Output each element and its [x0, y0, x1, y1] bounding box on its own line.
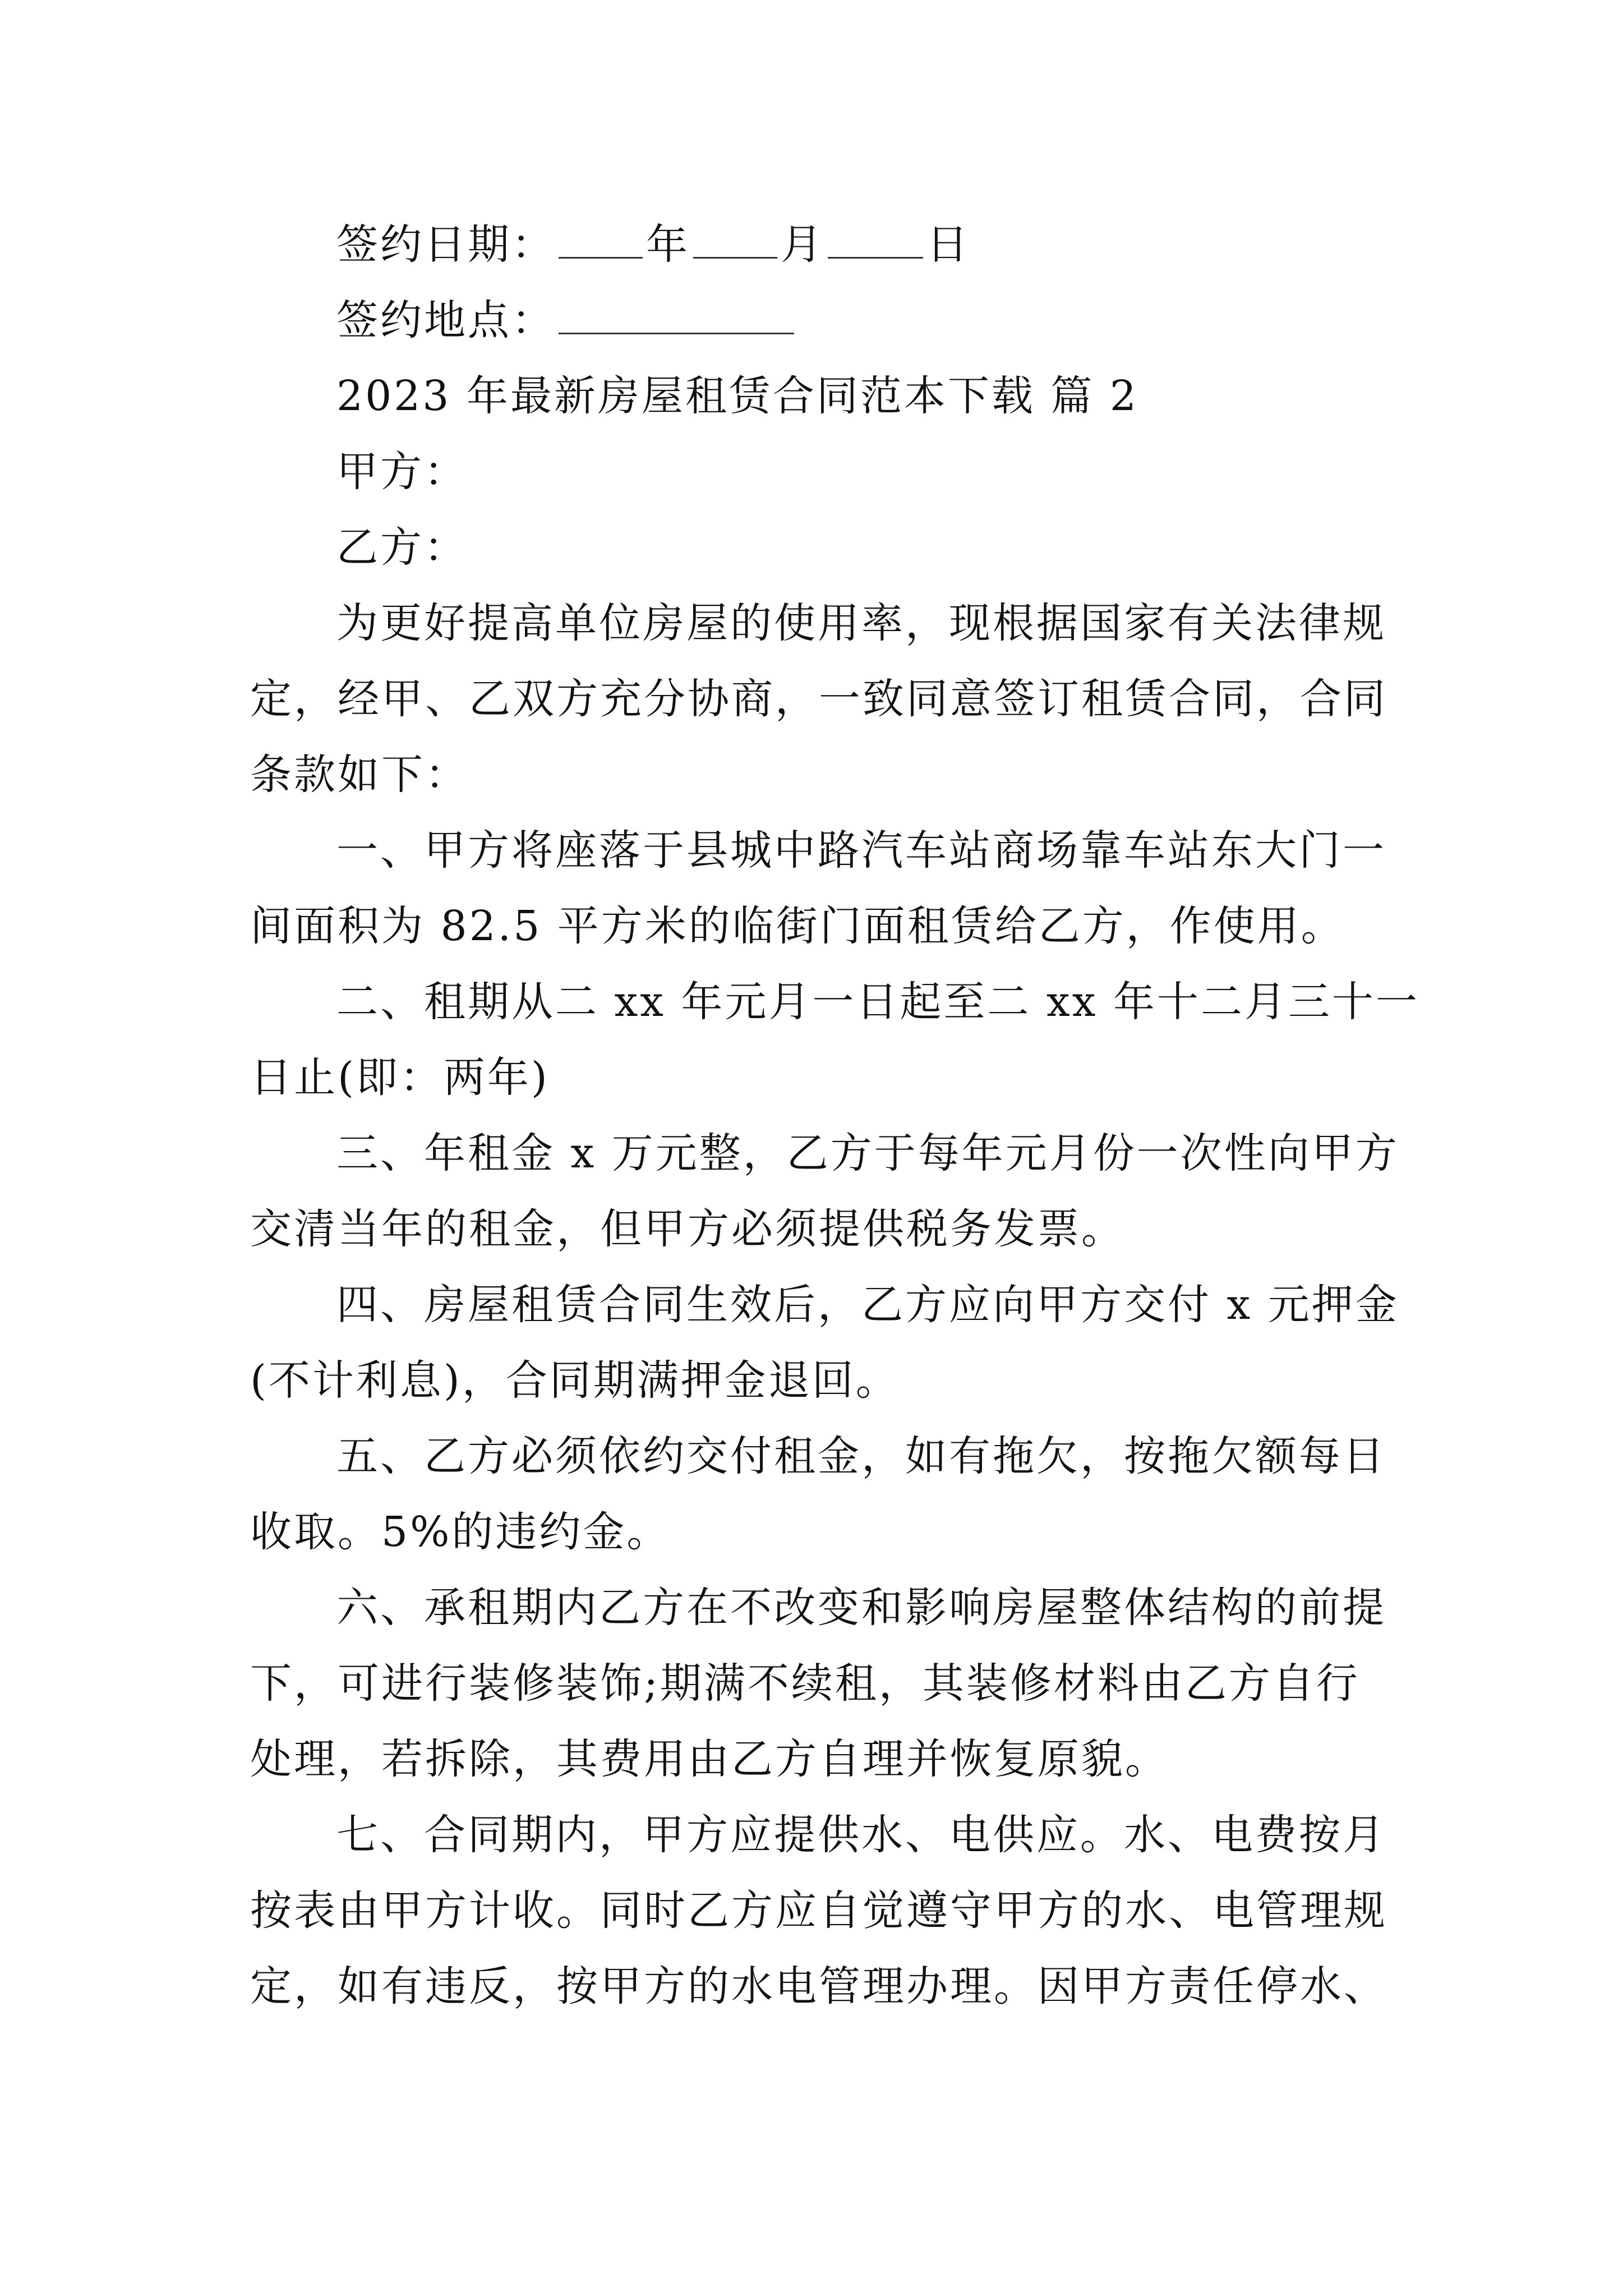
clause-4-line-2: (不计利息)，合同期满押金退回。	[250, 1356, 900, 1405]
intro-line-1: 为更好提高单位房屋的使用率，现根据国家有关法律规	[336, 599, 1386, 647]
clause-7-line-1: 七、合同期内，甲方应提供水、电供应。水、电费按月	[336, 1811, 1386, 1859]
clause-5-line-2: 收取。5%的违约金。	[250, 1508, 671, 1556]
place-blank	[559, 293, 794, 334]
clause-6-line-1: 六、承租期内乙方在不改变和影响房屋整体结构的前提	[336, 1584, 1386, 1632]
clause-6-line-3: 处理，若拆除，其费用由乙方自理并恢复原貌。	[250, 1735, 1169, 1783]
clause-3-line-1: 三、年租金 x 万元整，乙方于每年元月份一次性向甲方	[336, 1129, 1399, 1177]
sign-place-line	[336, 292, 797, 348]
year-blank	[559, 218, 643, 259]
clause-3-line-2: 交清当年的租金，但甲方必须提供税务发票。	[250, 1205, 1125, 1253]
month-blank	[693, 218, 777, 259]
clause-2-line-2: 日止(即：两年)	[250, 1053, 550, 1102]
party-b-label: 乙方：	[336, 523, 468, 572]
intro-line-2: 定，经甲、乙双方充分协商，一致同意签订租赁合同，合同	[250, 675, 1387, 723]
clause-6-line-2: 下，可进行装修装饰;期满不续租，其装修材料由乙方自行	[250, 1659, 1360, 1708]
section-title: 2023 年最新房屋租赁合同范本下载 篇 2	[336, 372, 1138, 420]
month-label: 月	[781, 220, 824, 269]
sign-date-label: 签约日期：	[336, 220, 555, 269]
clause-1-line-1: 一、甲方将座落于县城中路汽车站商场靠车站东大门一	[336, 826, 1386, 875]
day-blank	[828, 218, 923, 259]
clause-7-line-2: 按表由甲方计收。同时乙方应自觉遵守甲方的水、电管理规	[250, 1887, 1387, 1935]
sign-date-line	[336, 217, 970, 273]
clause-1-line-2: 间面积为 82.5 平方米的临街门面租赁给乙方，作使用。	[250, 902, 1345, 950]
party-a-label: 甲方：	[336, 448, 468, 496]
sign-place-label: 签约地点：	[336, 296, 555, 344]
year-label: 年	[646, 220, 690, 269]
day-label: 日	[926, 220, 970, 269]
clause-4-line-1: 四、房屋租赁合同生效后，乙方应向甲方交付 x 元押金	[336, 1281, 1399, 1329]
intro-line-3: 条款如下：	[250, 751, 469, 799]
clause-2-line-1: 二、租期从二 xx 年元月一日起至二 xx 年十二月三十一	[336, 978, 1420, 1026]
clause-7-line-3: 定，如有违反，按甲方的水电管理办理。因甲方责任停水、	[250, 1962, 1387, 2010]
clause-5-line-1: 五、乙方必须依约交付租金，如有拖欠，按拖欠额每日	[336, 1432, 1386, 1480]
